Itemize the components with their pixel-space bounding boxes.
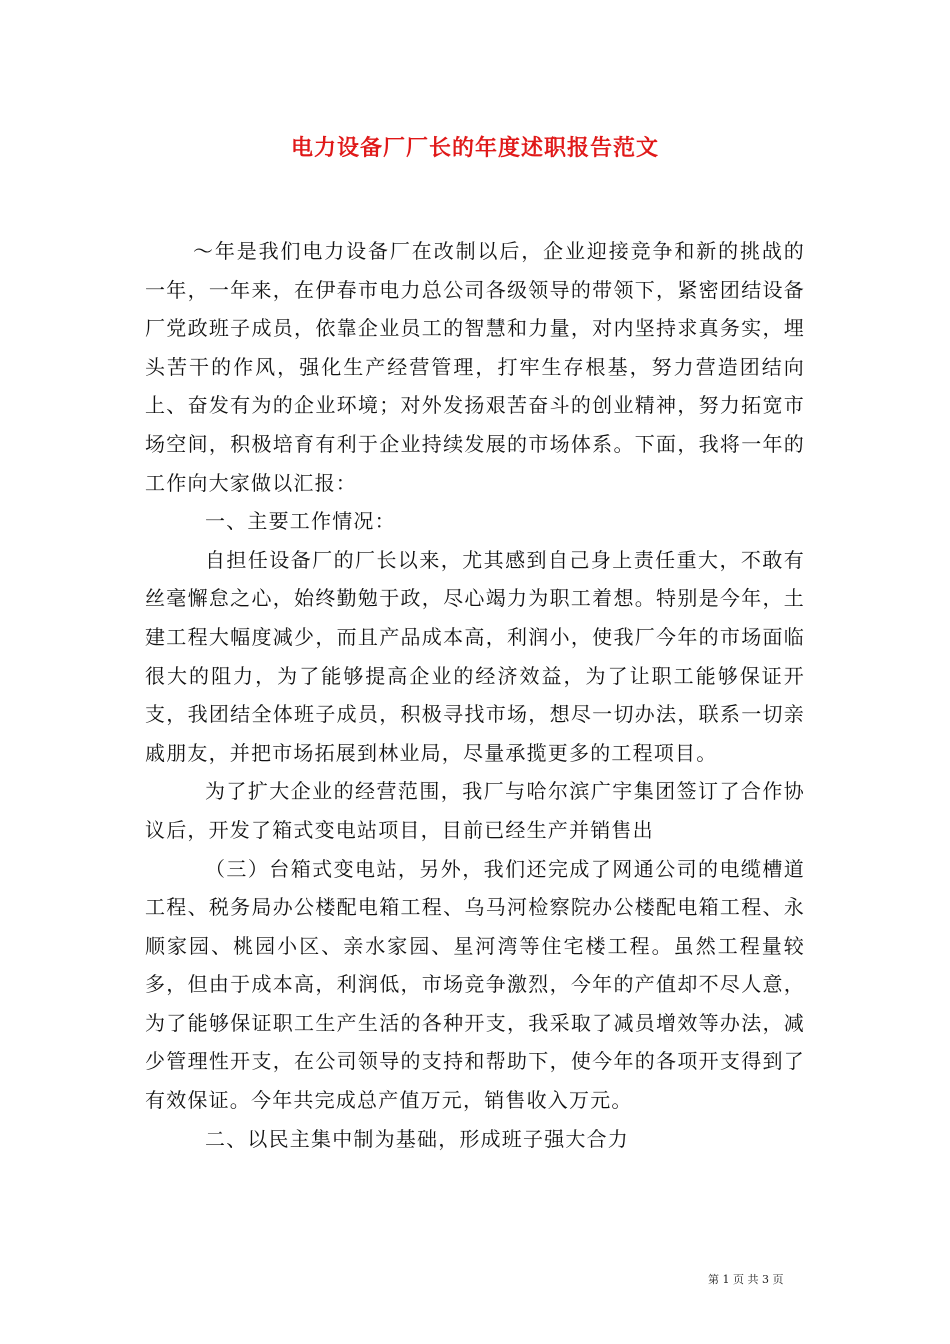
document-title: 电力设备厂厂长的年度述职报告范文 (290, 135, 659, 161)
paragraph-expansion: 为了扩大企业的经营范围，我厂与哈尔滨广宇集团签订了合作协议后，开发了箱式变电站项目，目前已经生产并销售出 (145, 779, 805, 842)
section-heading-2: 二、以民主集中制为基础，形成班子强大合力 (205, 1126, 629, 1151)
page-number: 第 1 页 共 3 页 (708, 1273, 784, 1286)
paragraph-projects: （三）台箱式变电站，另外，我们还完成了网通公司的电缆槽道工程、税务局办公楼配电箱工程、乌马河检察院办公楼配电箱工程、永顺家园、桃园小区、亲水家园、星河湾等住宅楼工程。虽然工程量较多，但由于成本高，利润低，市场竞争激烈，今年的产值却不尽人意，为了能够保证职工生产生活的各种开支，我采取了减员增效等办法，减少管理性开支，在公司领导的支持和帮助下，使今年的各项开支得到了有效保证。今年共完成总产值万元，销售收入万元。 (145, 856, 805, 1113)
paragraph-intro: ～年是我们电力设备厂在改制以后，企业迎接竞争和新的挑战的一年，一年来，在伊春市电力总公司各级领导的带领下，紧密团结设备厂党政班子成员，依靠企业员工的智慧和力量，对内坚持求真务实，埋头苦干的作风，强化生产经营管理，打牢生存根基，努力营造团结向上、奋发有为的企业环境；对外发扬艰苦奋斗的创业精神，努力拓宽市场空间，积极培育有利于企业持续发展的市场体系。下面，我将一年的工作向大家做以汇报： (145, 239, 805, 495)
document-body (145, 232, 805, 1158)
section-heading-1: 一、主要工作情况： (205, 509, 396, 534)
paragraph-main-work: 自担任设备厂的厂长以来，尤其感到自己身上责任重大，不敢有丝毫懈怠之心，始终勤勉于政，尽心竭力为职工着想。特别是今年，土建工程大幅度减少，而且产品成本高，利润小，使我厂今年的市场面临很大的阻力，为了能够提高企业的经济效益，为了让职工能够保证开支，我团结全体班子成员，积极寻找市场，想尽一切办法，联系一切亲戚朋友，并把市场拓展到林业局，尽量承揽更多的工程项目。 (145, 547, 805, 765)
